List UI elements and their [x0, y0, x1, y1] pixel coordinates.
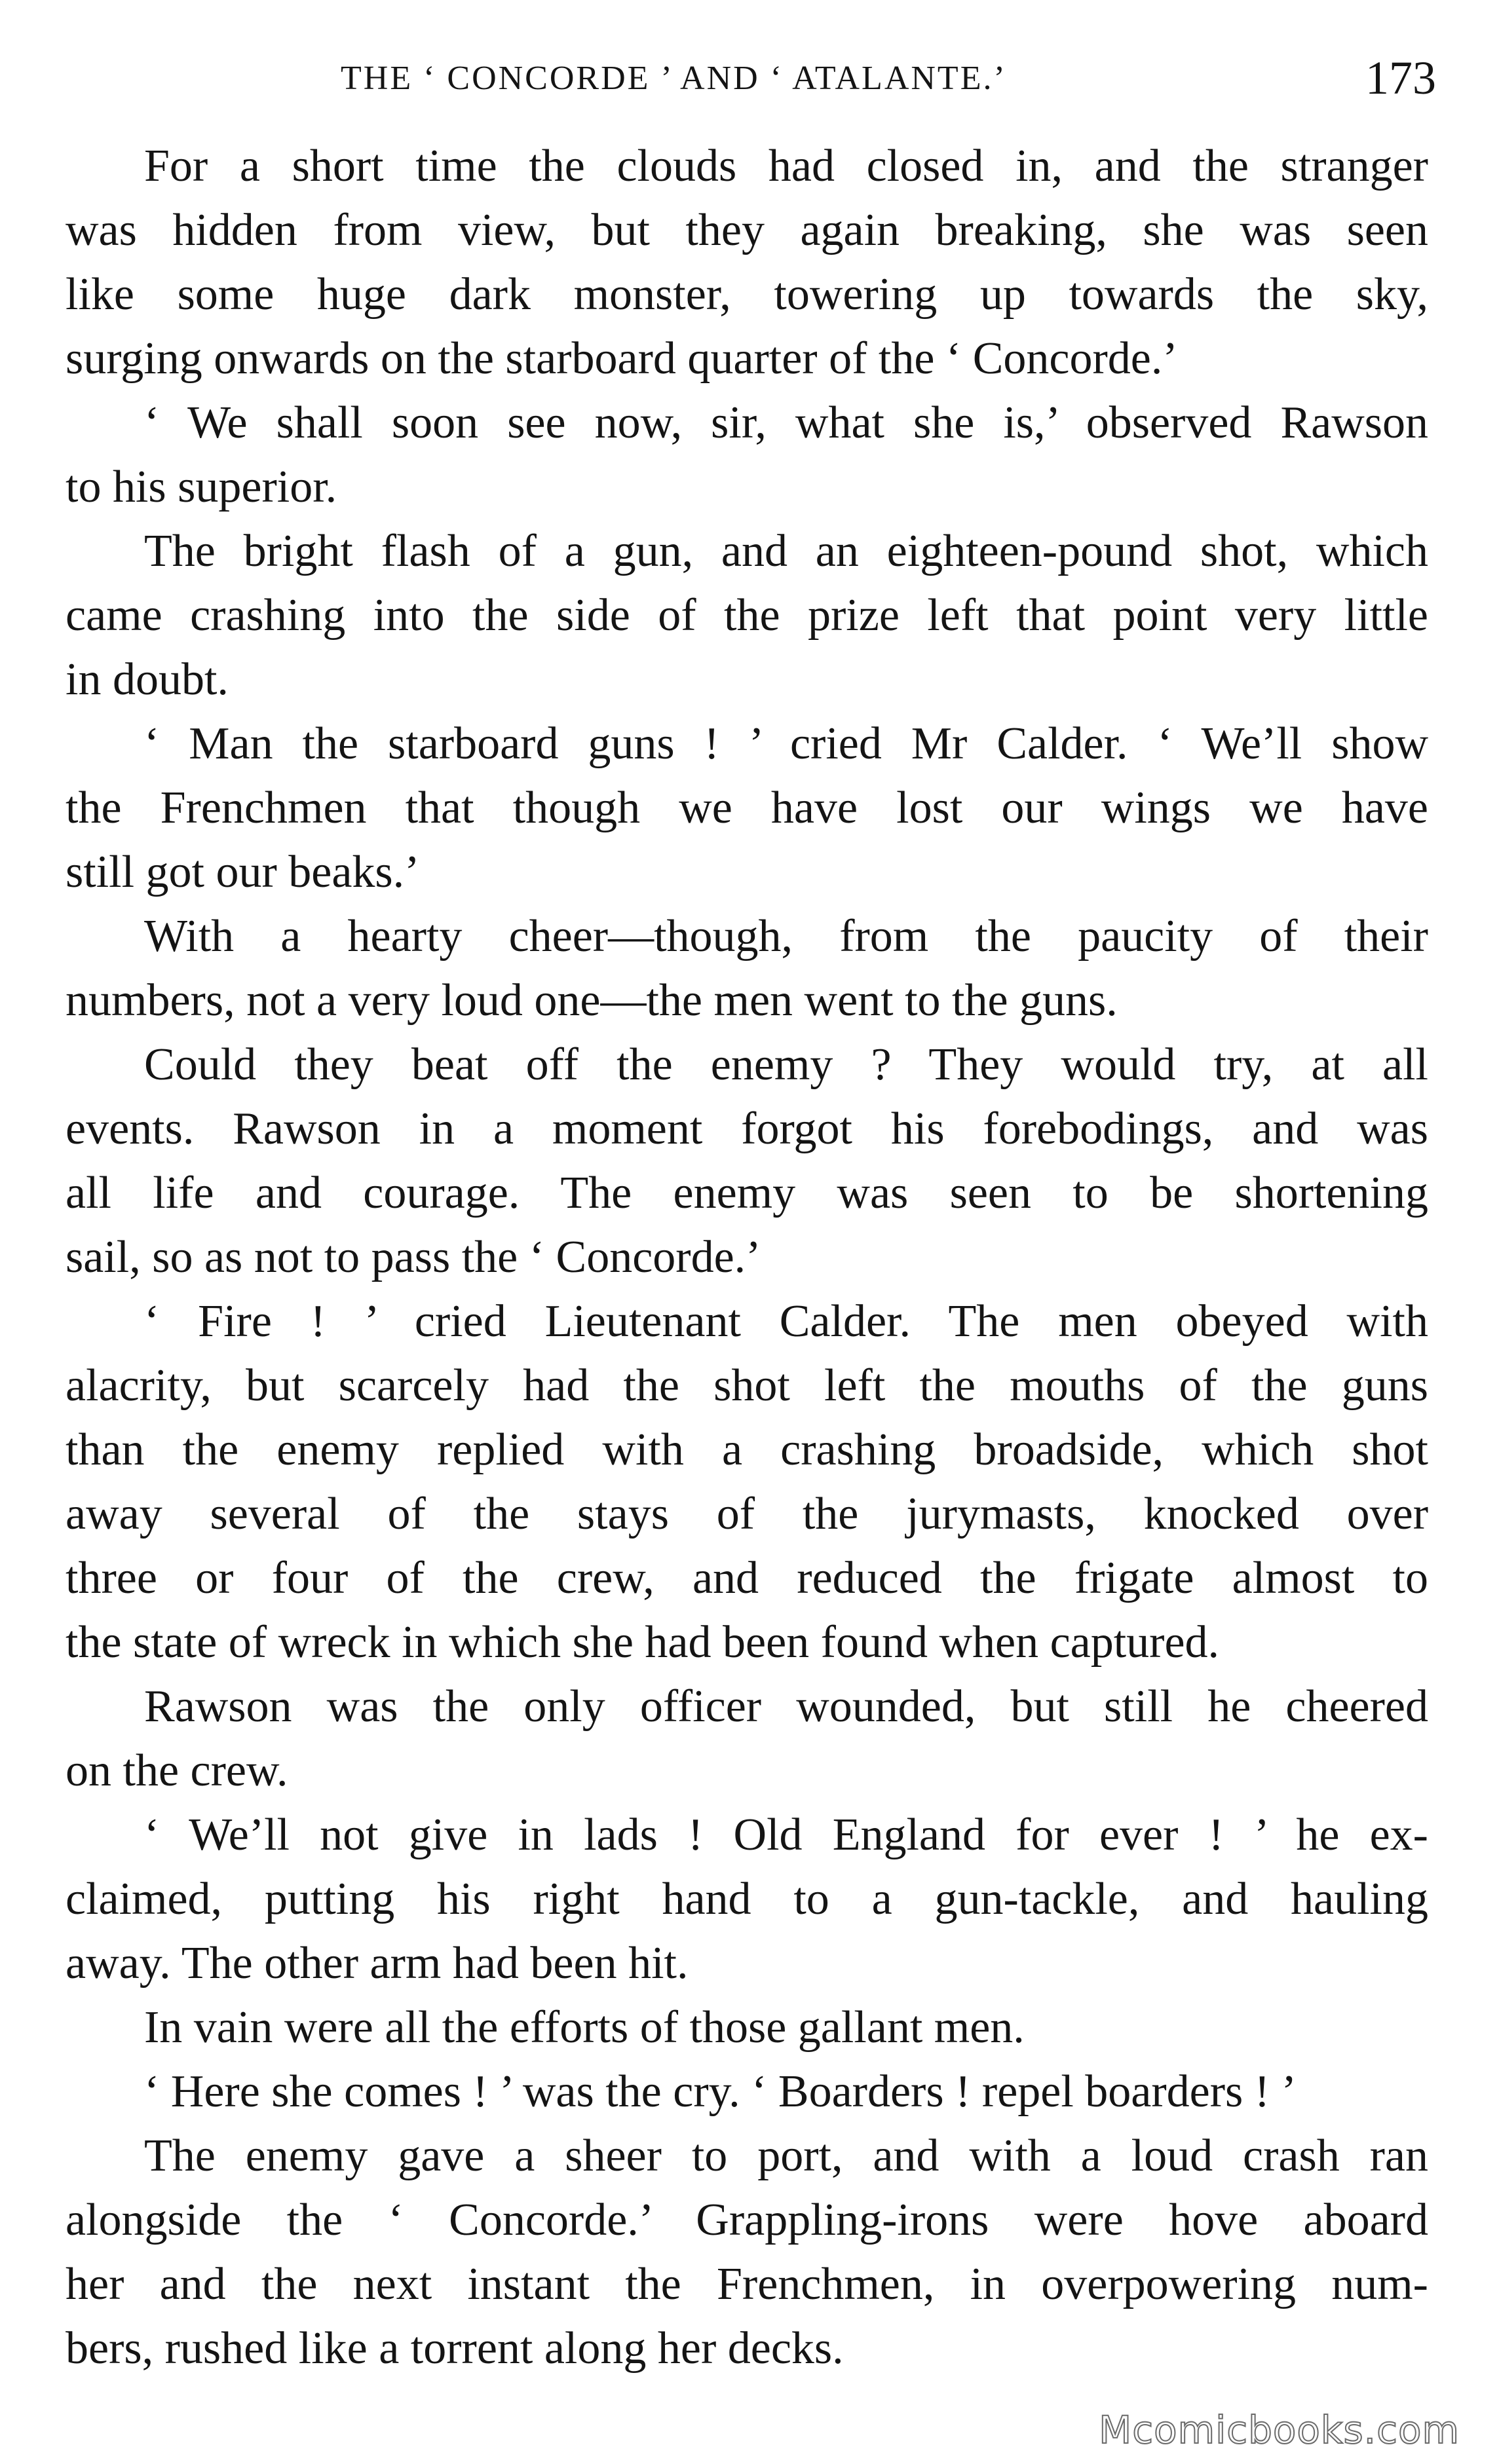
- text-line: ‘ We’ll not give in lads ! Old England for ever ! ’ he ex-: [144, 1810, 1428, 1860]
- text-line: than the enemy replied with a crashing broadside, which shot: [66, 1425, 1428, 1475]
- text-line: ‘ We shall soon see now, sir, what she is,’ observed Rawson: [144, 398, 1428, 448]
- text-line: Rawson was the only officer wounded, but still he cheered: [144, 1681, 1428, 1732]
- body-text: [66, 134, 1428, 2381]
- text-line: claimed, putting his right hand to a gun-tackle, and hauling: [66, 1874, 1428, 1924]
- text-line: sail, so as not to pass the ‘ Concorde.’: [66, 1232, 761, 1282]
- text-line: events. Rawson in a moment forgot his forebodings, and was: [66, 1104, 1428, 1154]
- text-line: to his superior.: [66, 462, 337, 512]
- text-line: the Frenchmen that though we have lost our wings we have: [66, 783, 1428, 833]
- text-line: For a short time the clouds had closed in, and the stranger: [144, 141, 1428, 191]
- text-line: ‘ Man the starboard guns ! ’ cried Mr Calder. ‘ We’ll show: [144, 719, 1428, 769]
- text-line: numbers, not a very loud one—the men went to the guns.: [66, 975, 1118, 1026]
- text-line: was hidden from view, but they again breaking, she was seen: [66, 205, 1428, 255]
- text-line: surging onwards on the starboard quarter of the ‘ Concorde.’: [66, 333, 1178, 384]
- text-line: ‘ Here she comes ! ’ was the cry. ‘ Boarders ! repel boarders ! ’: [144, 2066, 1297, 2117]
- text-line: alacrity, but scarcely had the shot left the mouths of the guns: [66, 1360, 1428, 1411]
- page-number: 173: [1365, 52, 1436, 104]
- text-line: in doubt.: [66, 654, 229, 705]
- text-line: away. The other arm had been hit.: [66, 1938, 689, 1988]
- text-line: alongside the ‘ Concorde.’ Grappling-irons were hove aboard: [66, 2195, 1428, 2245]
- text-line: ‘ Fire ! ’ cried Lieutenant Calder. The men obeyed with: [144, 1296, 1428, 1347]
- text-line: Could they beat off the enemy ? They would try, at all: [144, 1039, 1428, 1090]
- text-line: With a hearty cheer—though, from the paucity of their: [144, 911, 1428, 961]
- text-line: all life and courage. The enemy was seen to be shortening: [66, 1168, 1428, 1218]
- running-head: THE ‘ CONCORDE ’ AND ‘ ATALANTE.’: [341, 60, 1007, 97]
- text-line: on the crew.: [66, 1745, 288, 1796]
- watermark-logo: Mcomicbooks.com: [1099, 2408, 1460, 2452]
- page-header: [0, 47, 1499, 119]
- text-line: like some huge dark monster, towering up towards the sky,: [66, 269, 1428, 320]
- text-line: In vain were all the efforts of those gallant men.: [144, 2002, 1025, 2053]
- text-line: The bright flash of a gun, and an eighteen-pound shot, which: [144, 526, 1428, 576]
- text-line: the state of wreck in which she had been found when captured.: [66, 1617, 1220, 1668]
- text-line: three or four of the crew, and reduced the frigate almost to: [66, 1553, 1428, 1603]
- text-line: bers, rushed like a torrent along her decks.: [66, 2323, 844, 2374]
- text-line: still got our beaks.’: [66, 847, 420, 897]
- text-line: came crashing into the side of the prize left that point very little: [66, 590, 1428, 641]
- text-line: her and the next instant the Frenchmen, in overpowering num-: [66, 2259, 1428, 2309]
- text-line: The enemy gave a sheer to port, and with a loud crash ran: [144, 2131, 1428, 2181]
- text-line: away several of the stays of the jurymasts, knocked over: [66, 1489, 1428, 1539]
